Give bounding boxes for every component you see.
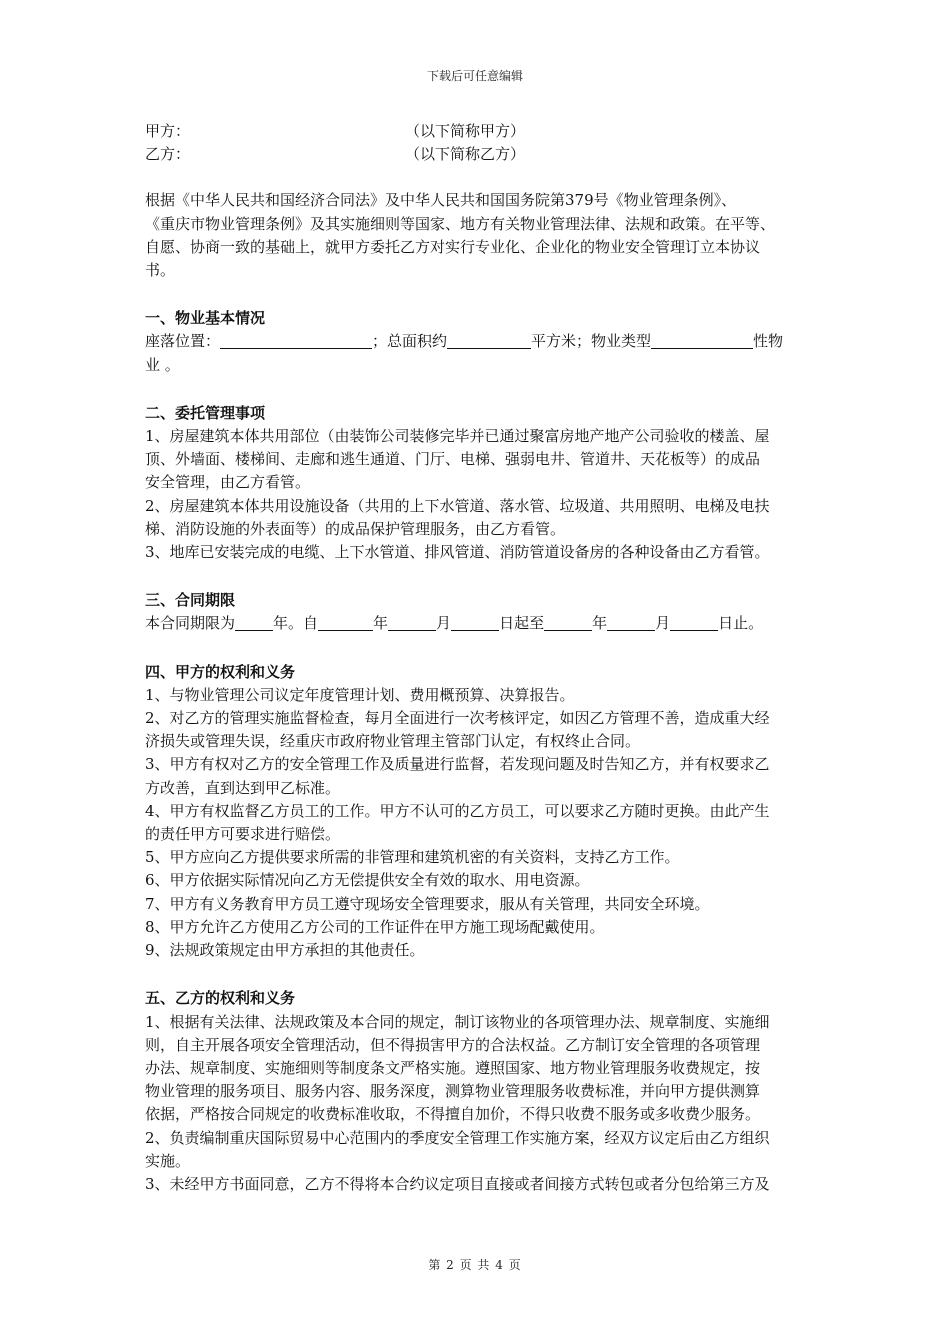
section-2-line: 3、地库已安装完成的电缆、上下水管道、排风管道、消防管道设备房的各种设备由乙方看管。 — [145, 543, 770, 562]
party-b-label: 乙方： — [145, 145, 191, 164]
section-4-line: 济损失或管理失误，经重庆市政府物业管理主管部门认定，有权终止合同。 — [145, 732, 641, 751]
page-header: 下载后可任意编辑 — [426, 69, 523, 83]
section-2-line: 梯、消防设施的外表面等）的成品保护管理服务，由乙方看管。 — [145, 519, 566, 538]
section-4-line: 4、甲方有权监督乙方员工的工作。甲方不认可的乙方员工，可以要求乙方随时更换。由此产生 — [145, 801, 770, 820]
contract-term-line — [145, 612, 805, 635]
preamble-line: 自愿、协商一致的基础上，就甲方委托乙方对实行专业化、企业化的物业安全管理订立本协议 — [145, 237, 761, 256]
party-a-line — [145, 120, 805, 143]
party-a-label: 甲方： — [145, 122, 191, 140]
property-info-line — [145, 330, 805, 353]
end-day-blank — [670, 615, 718, 631]
term-text: 月 — [655, 614, 671, 633]
section-4-line: 9、法规政策规定由甲方承担的其他责任。 — [145, 941, 425, 960]
section-2-line: 2、房屋建筑本体共用设施设备（共用的上下水管道、落水管、垃圾道、共用照明、电梯及电扶 — [145, 496, 770, 515]
property-type-blank — [651, 333, 753, 349]
start-day-blank — [451, 615, 499, 631]
section-2-line: 安全管理，由乙方看管。 — [145, 473, 311, 492]
section-4-line: 6、甲方依据实际情况向乙方无偿提供安全有效的取水、用电资源。 — [145, 871, 590, 890]
section-5-line: 依据，严格按合同规定的收费标准收取，不得擅自加价，不得只收费不服务或多收费少服务。 — [145, 1105, 761, 1124]
area-label: ；总面积约 — [372, 332, 448, 351]
preamble-line: 根据《中华人民共和国经济合同法》及中华人民共和国国务院第379号《物业管理条例》、 — [145, 191, 737, 210]
term-text: 本合同期限为 — [145, 614, 236, 633]
section-5-line: 3、未经甲方书面同意，乙方不得将本合约议定项目直接或者间接方式转包或者分包给第三方及 — [145, 1174, 770, 1193]
section-5-line: 2、负责编制重庆国际贸易中心范围内的季度安全管理工作实施方案，经双方议定后由乙方组织 — [145, 1128, 770, 1147]
property-info-line-2: 业 。 — [145, 355, 180, 374]
section-2-line: 1、房屋建筑本体共用部位（由装饰公司装修完毕并已通过聚富房地产地产公司验收的楼盖、屋 — [145, 427, 770, 446]
section-4-line: 的责任甲方可要求进行赔偿。 — [145, 825, 341, 844]
term-text: 年 — [592, 614, 608, 633]
party-b-line — [145, 143, 805, 166]
term-text: 日止。 — [718, 614, 764, 633]
page-footer: 第 2 页 共 4 页 — [428, 1258, 522, 1272]
property-type-label: 平方米；物业类型 — [531, 332, 652, 351]
preamble-line: 《重庆市物业管理条例》及其实施细则等国家、地方有关物业管理法律、法规和政策。在平等、 — [145, 214, 776, 233]
section-1-title: 一、物业基本情况 — [145, 309, 266, 328]
term-text: 月 — [436, 614, 452, 633]
section-5-line: 则，自主开展各项安全管理活动，但不得损害甲方的合法权益。乙方制订安全管理的各项管理 — [145, 1035, 761, 1054]
term-text: 年 — [373, 614, 389, 633]
preamble-line: 书。 — [145, 261, 176, 280]
section-5-line: 1、根据有关法律、法规政策及本合同的规定，制订该物业的各项管理办法、规章制度、实施细 — [145, 1012, 770, 1031]
section-3-title: 三、合同期限 — [145, 591, 236, 610]
location-label: 座落位置： — [145, 332, 221, 351]
section-5-title: 五、乙方的权利和义务 — [145, 989, 296, 1008]
document-body — [145, 120, 805, 1196]
term-text: 日起至 — [499, 614, 545, 633]
property-type-suffix: 性物 — [753, 332, 784, 351]
term-text: 年。自 — [273, 614, 319, 633]
section-4-line: 7、甲方有义务教育甲方员工遵守现场安全管理要求，服从有关管理，共同安全环境。 — [145, 894, 710, 913]
end-month-blank — [607, 615, 655, 631]
section-4-line: 5、甲方应向乙方提供要求所需的非管理和建筑机密的有关资料，支持乙方工作。 — [145, 848, 680, 867]
section-4-line: 3、甲方有权对乙方的安全管理工作及质量进行监督，若发现问题及时告知乙方，并有权要求乙 — [145, 755, 770, 774]
end-year-blank — [544, 615, 592, 631]
section-5-line: 实施。 — [145, 1151, 191, 1170]
section-4-line: 方改善，直到达到甲乙标准。 — [145, 778, 341, 797]
party-a-note: （以下简称甲方） — [405, 122, 526, 140]
section-2-line: 顶、外墙面、楼梯间、走廊和逃生通道、门厅、电梯、强弱电井、管道井、天花板等）的成品 — [145, 450, 761, 469]
section-4-title: 四、甲方的权利和义务 — [145, 662, 296, 681]
section-5-line: 物业管理的服务项目、服务内容、服务深度，测算物业管理服务收费标准，并向甲方提供测算 — [145, 1082, 761, 1101]
section-5-line: 办法、规章制度、实施细则等制度条文严格实施。遵照国家、地方物业管理服务收费规定，按 — [145, 1058, 761, 1077]
party-b-note: （以下简称乙方） — [405, 145, 526, 164]
location-blank — [220, 333, 372, 349]
section-4-line: 8、甲方允许乙方使用乙方公司的工作证件在甲方施工现场配戴使用。 — [145, 917, 605, 936]
term-years-blank — [235, 615, 273, 631]
start-year-blank — [318, 615, 373, 631]
start-month-blank — [388, 615, 436, 631]
section-2-title: 二、委托管理事项 — [145, 403, 266, 422]
section-4-line: 2、对乙方的管理实施监督检查，每月全面进行一次考核评定，如因乙方管理不善，造成重大经 — [145, 709, 770, 728]
section-4-line: 1、与物业管理公司议定年度管理计划、费用概预算、决算报告。 — [145, 685, 575, 704]
area-blank — [447, 333, 531, 349]
